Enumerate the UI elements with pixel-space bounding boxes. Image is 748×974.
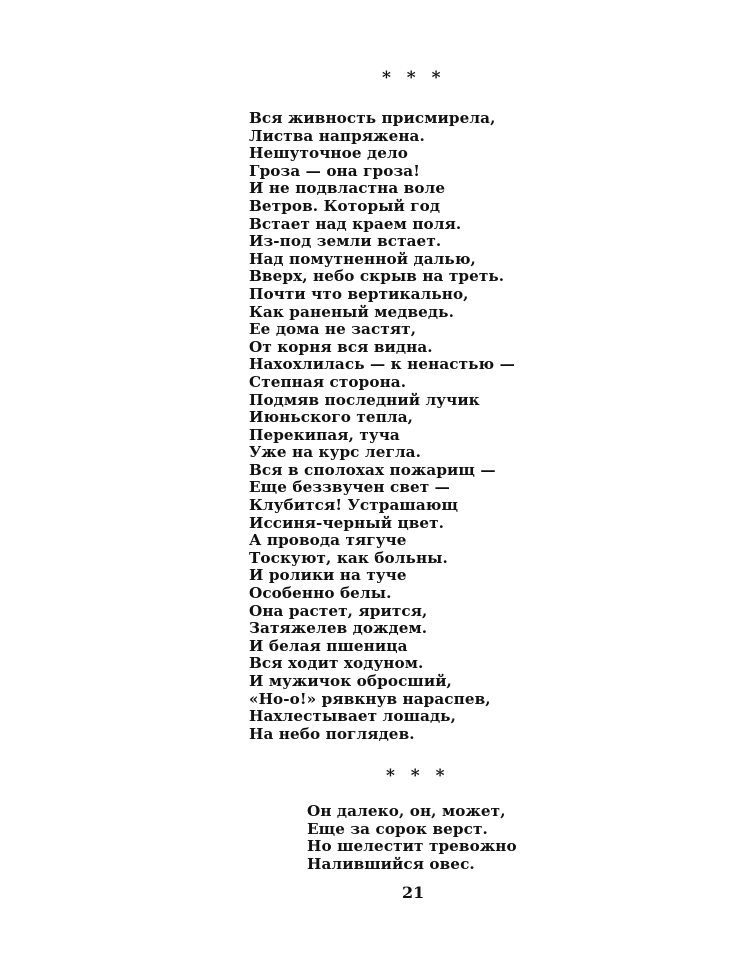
poem-line: Над помутненной далью, — [249, 249, 476, 268]
poem-line: Почти что вертикально, — [249, 284, 469, 303]
poem-line: Особенно белы. — [249, 584, 392, 603]
page-number: 21 — [402, 883, 425, 902]
poem-line: Подмяв последний лучик — [249, 390, 480, 409]
poem-line: Степная сторона. — [249, 372, 407, 391]
poem-line: Нахохлилась — к ненастью — — [249, 355, 515, 374]
poem-line: Затяжелев дождем. — [249, 619, 428, 638]
poem-line: Вся живность присмирела, — [249, 109, 496, 127]
poem-line: И не подвластна воле — [249, 179, 446, 198]
poem-line: Уже на курс легла. — [249, 443, 422, 462]
poem-line: А провода тягуче — [249, 531, 407, 550]
poem-line: Тоскуют, как больны. — [249, 548, 448, 567]
poem-line: Листва напряжена. — [249, 126, 425, 145]
poem-line: Еще за сорок верст. — [307, 819, 488, 838]
poem-line: Нешуточное дело — [249, 144, 409, 163]
poem-line: Но шелестит тревожно — [307, 837, 517, 856]
section-separator: * * * — [382, 68, 446, 88]
poem-line: Клубится! Устрашающ — [249, 496, 458, 515]
poem-line: От корня вся видна. — [249, 337, 433, 356]
poem-line: Гроза — она гроза! — [249, 161, 420, 180]
poem-line: И ролики на туче — [249, 566, 407, 585]
poem-line: И белая пшеница — [249, 636, 408, 655]
poem-line: На небо поглядев. — [249, 724, 415, 743]
poem-line: Ветров. Который год — [249, 196, 441, 215]
poem-line: Он далеко, он, может, — [307, 802, 506, 820]
poem-line: Еще беззвучен свет — — [249, 478, 450, 497]
poem-line: Как раненый медведь. — [249, 302, 454, 321]
poem-stanza — [307, 803, 517, 873]
poem-line: Июньского тепла, — [249, 408, 414, 427]
poem-line: Она растет, ярится, — [249, 601, 428, 620]
poem-line: Вверх, небо скрыв на треть. — [249, 267, 505, 286]
poem-line: Вся в сполохах пожарищ — — [249, 460, 496, 479]
poem-line: Налившийся овес. — [307, 854, 475, 873]
poem-line: «Но-о!» рявкнув нараспев, — [249, 689, 491, 708]
poem-line: И мужичок обросший, — [249, 672, 452, 690]
poem-line: Вся ходит ходуном. — [249, 654, 424, 673]
poem-line: Нахлестывает лошадь, — [249, 707, 456, 726]
poem-stanza — [249, 110, 515, 743]
poem-line: Иссиня-черный цвет. — [249, 513, 445, 532]
poem-line: Из-под земли встает. — [249, 232, 442, 251]
poem-line: Ее дома не застят, — [249, 320, 417, 339]
poem-line: Перекипая, туча — [249, 425, 400, 444]
section-separator: * * * — [386, 766, 450, 786]
poem-line: Встает над краем поля. — [249, 214, 462, 233]
